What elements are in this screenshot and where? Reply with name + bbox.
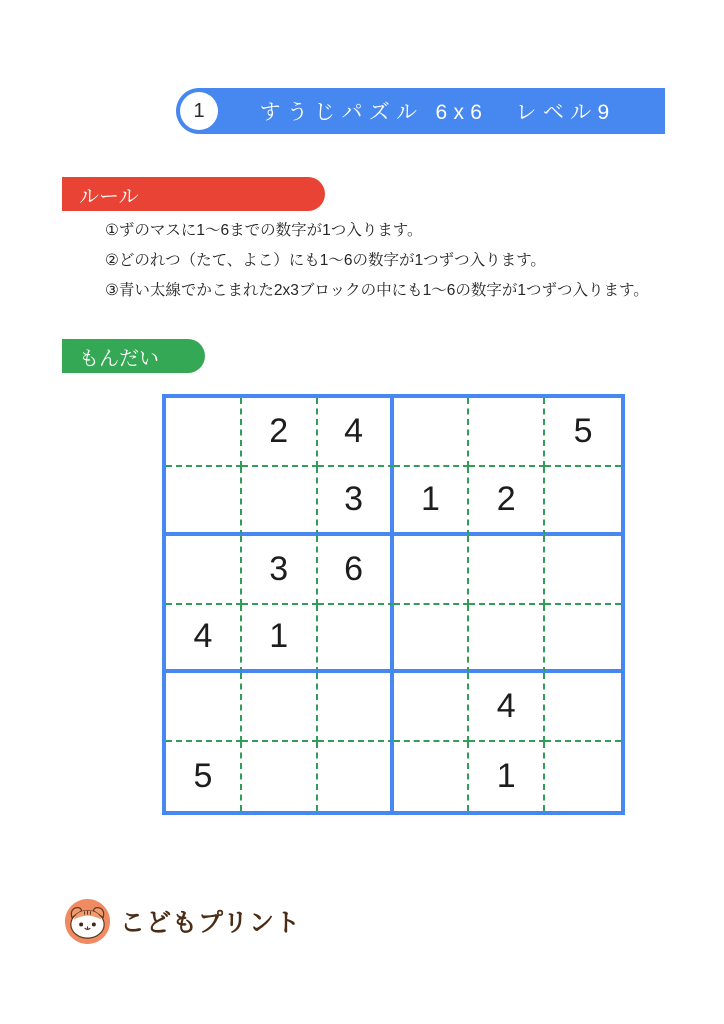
grid-cell [394,673,470,742]
problem-badge-label: もんだい [79,347,159,370]
grid-cell: 1 [242,605,318,674]
grid-cell [166,398,242,467]
rules-badge-label: ルール [79,185,139,208]
rule-item: ①ずのマスに1～6までの数字が1つ入ります。 [105,222,423,239]
grid-cell: 1 [469,742,545,811]
grid-cell: 1 [394,467,470,536]
page-number-badge [180,92,218,130]
grid-cell [318,605,394,674]
grid-cell [545,742,621,811]
rules-badge [62,177,325,211]
grid-cell: 2 [242,398,318,467]
grid-cell: 3 [318,467,394,536]
rule-item: ②どのれつ（たて、よこ）にも1～6の数字が1つずつ入ります。 [105,252,546,269]
grid-cell [394,742,470,811]
grid-cell [545,536,621,605]
grid-cell [545,673,621,742]
grid-cell [166,467,242,536]
grid-cell: 5 [545,398,621,467]
cat-face-icon [64,898,111,945]
rules-list [105,216,649,306]
footer-logo [64,897,301,945]
grid-cell [545,467,621,536]
grid-cell [318,673,394,742]
grid-cell: 4 [318,398,394,467]
grid-cell [166,673,242,742]
rule-item: ③青い太線でかこまれた2x3ブロックの中にも1～6の数字が1つずつ入ります。 [105,282,649,299]
grid-cell: 6 [318,536,394,605]
grid-cell [242,673,318,742]
grid-cell [394,605,470,674]
page-title: すうじパズル 6x6 レベル9 [259,101,616,124]
grid-cell [545,605,621,674]
grid-cell: 3 [242,536,318,605]
grid-cell [469,536,545,605]
grid-cell: 5 [166,742,242,811]
grid-cell [394,536,470,605]
sudoku-grid [162,394,625,815]
grid-cell [242,742,318,811]
grid-cell [469,605,545,674]
header-banner [176,88,665,134]
grid-cell [166,536,242,605]
grid-cell: 4 [166,605,242,674]
grid-cell: 2 [469,467,545,536]
page-number: 1 [193,99,205,122]
grid-cell [242,467,318,536]
grid-cell [469,398,545,467]
logo-text: こどもプリント [120,909,302,937]
grid-cell: 4 [469,673,545,742]
grid-cell [394,398,470,467]
grid-cell [318,742,394,811]
problem-badge [62,339,205,373]
